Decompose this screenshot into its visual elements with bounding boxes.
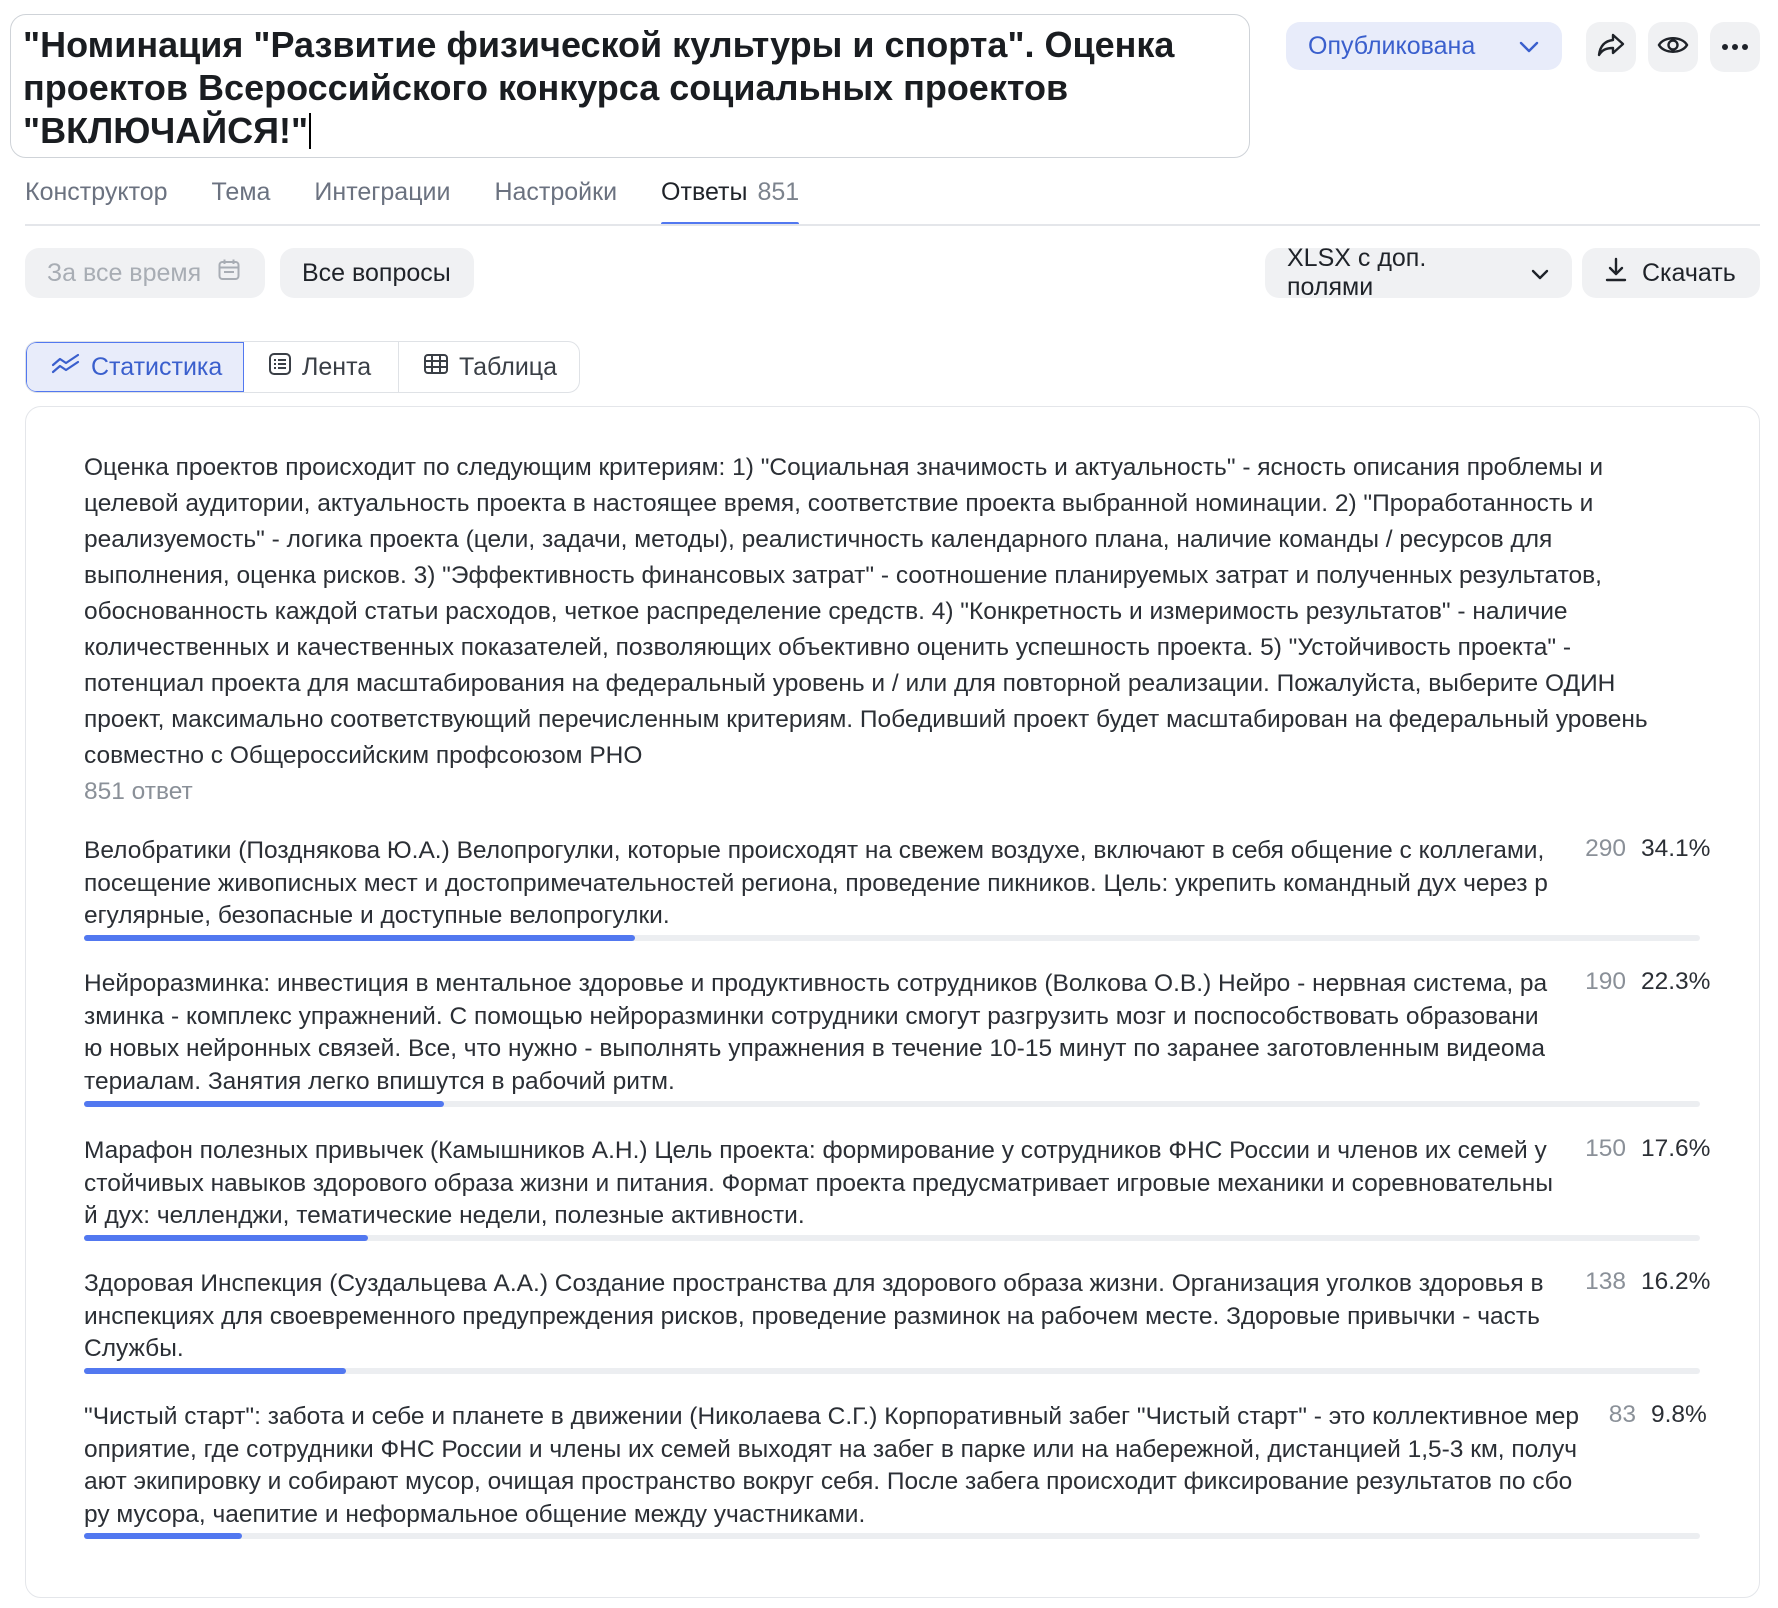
chart-icon [51,353,91,382]
option-progress-fill [84,1368,346,1374]
option-progress-fill [84,1101,444,1107]
option-text: Велобратики (Позднякова Ю.А.) Велопрогулки, которые происходят на свежем воздухе, включают в себя общение с коллегами, посещение живописных мест и достопримечательностей региона, проведение пикников. Цель: укрепить командный дух через регулярные, безопасные и доступные велопрогулки. [84,837,1548,929]
option-count: 190 [1585,968,1626,995]
form-title-text: "Номинация "Развитие физической культуры и спорта". Оценка проектов Всероссийского конкурса социальных проектов "ВКЛЮЧАЙСЯ!" [23,24,1185,151]
tab-integrations[interactable]: Интеграции [314,178,451,206]
tab-settings[interactable]: Настройки [494,178,618,206]
calendar-icon [217,258,241,289]
option-percent: 16.2% [1641,1268,1711,1295]
more-horizontal-icon [1721,38,1749,56]
option-progress-fill [84,935,635,941]
option-count: 150 [1585,1135,1626,1162]
text-caret [309,113,311,149]
status-label: Опубликована [1308,31,1476,60]
answers-total: 851 ответ [84,778,193,805]
download-button[interactable] [1582,248,1760,298]
export-format-dropdown[interactable] [1265,244,1572,301]
more-button[interactable] [1710,22,1760,72]
tab-theme[interactable]: Тема [211,178,271,206]
question-text: Оценка проектов происходит по следующим критериям: 1) "Социальная значимость и актуальность" - ясность описания проблемы и целевой аудитории, актуальность проекта в настоящее время, соответствие проекта выбранной номинации. 2) "Проработанность и реализуемость" - логика проекта (цели, задачи, методы), реалистичность календарного плана, наличие команды / ресурсов для выполнения, оценка рисков. 3) "Эффективность финансовых затрат" - соотношение планируемых затрат и полученных результатов, обоснованность каждой статьи расходов, четкое распределение средств. 4) "Конкретность и измеримость результатов" - наличие количественных и качественных показателей, позволяющих объективно оценить успешность проекта. 5) "Устойчивость проекта" - потенциал проекта для масштабирования на федеральный уровень и / или для повторной реализации. Пожалуйста, выберите ОДИН проект, максимально соответствующий перечисленным критериям. Победивший проект будет масштабирован на федеральный уровень совместно с Общероссийским профсоюзом РНО [84,454,1648,769]
option-count: 138 [1585,1268,1626,1295]
option-progress-bar [84,1235,1700,1241]
share-button[interactable] [1586,22,1636,72]
status-dropdown[interactable] [1286,22,1562,70]
option-progress-bar [84,1101,1700,1107]
option-percent: 22.3% [1641,968,1711,995]
share-icon [1596,32,1626,63]
view-statistics[interactable]: Статистика [26,342,244,392]
option-text: "Чистый старт": забота и себе и планете в движении (Николаева С.Г.) Корпоративный забег "Чистый старт" - это коллективное мероприятие, где сотрудники ФНС России и члены их семей выходят на забег в парке или на набережной, дистанцией 1,5-3 км, получают экипировку и собирают мусор, очищая пространство вокруг себя. После забега происходит фиксирование результатов по сбору мусора, чаепитие и неформальное общение между участниками. [84,1403,1579,1528]
tabs-divider [25,224,1760,226]
table-icon [423,353,459,382]
answers-count-badge: 851 [757,178,800,206]
export-format-label: XLSX с доп. полями [1287,244,1427,301]
period-filter[interactable] [25,248,265,298]
option-count: 290 [1585,835,1626,862]
option-percent: 17.6% [1641,1135,1711,1162]
preview-button[interactable] [1648,22,1698,72]
period-filter-label: За все время [47,258,202,287]
option-text: Марафон полезных привычек (Камышников А.Н.) Цель проекта: формирование у сотрудников ФНС России и членов их семей устойчивых навыков здорового образа жизни и питания. Формат проекта предусматривает игровые механики и соревновательный дух: челленджи, тематические недели, полезные активности. [84,1137,1553,1229]
view-feed[interactable]: Лента [244,342,399,392]
questions-filter[interactable] [280,248,474,298]
option-progress-bar [84,1368,1700,1374]
option-percent: 9.8% [1651,1401,1707,1428]
option-percent: 34.1% [1641,835,1711,862]
view-switcher [25,341,580,393]
chevron-down-icon [1530,259,1550,288]
tab-constructor[interactable]: Конструктор [25,178,168,206]
option-progress-fill [84,1533,242,1539]
form-tabs [25,172,843,228]
tab-answers[interactable]: Ответы 851 [661,172,799,224]
eye-icon [1657,33,1689,62]
view-table[interactable]: Таблица [399,342,579,392]
download-label: Скачать [1642,258,1736,287]
questions-filter-label: Все вопросы [302,258,451,287]
option-progress-bar [84,935,1700,941]
option-progress-fill [84,1235,368,1241]
option-text: Нейроразминка: инвестиция в ментальное здоровье и продуктивность сотрудников (Волкова О.В.) Нейро - нервная система, разминка - комплекс упражнений. С помощью нейроразминки сотрудники смогут разгрузить мозг и поспособствовать образованию новых нейронных связей. Все, что нужно - выполнять упражнения в течение 10-15 минут по заранее заготовленным видеоматериалам. Занятия легко впишутся в рабочий ритм. [84,970,1548,1095]
option-progress-bar [84,1533,1700,1539]
download-icon [1604,257,1628,290]
list-icon [268,352,302,383]
option-count: 83 [1608,1401,1636,1428]
option-text: Здоровая Инспекция (Суздальцева А.А.) Создание пространства для здорового образа жизни. Организация уголков здоровья в инспекциях для своевременного предупреждения рисков, проведение разминок на рабочем месте. Здоровые привычки - часть Службы. [84,1270,1544,1362]
form-title-field[interactable] [10,14,1250,158]
chevron-down-icon [1518,32,1540,61]
